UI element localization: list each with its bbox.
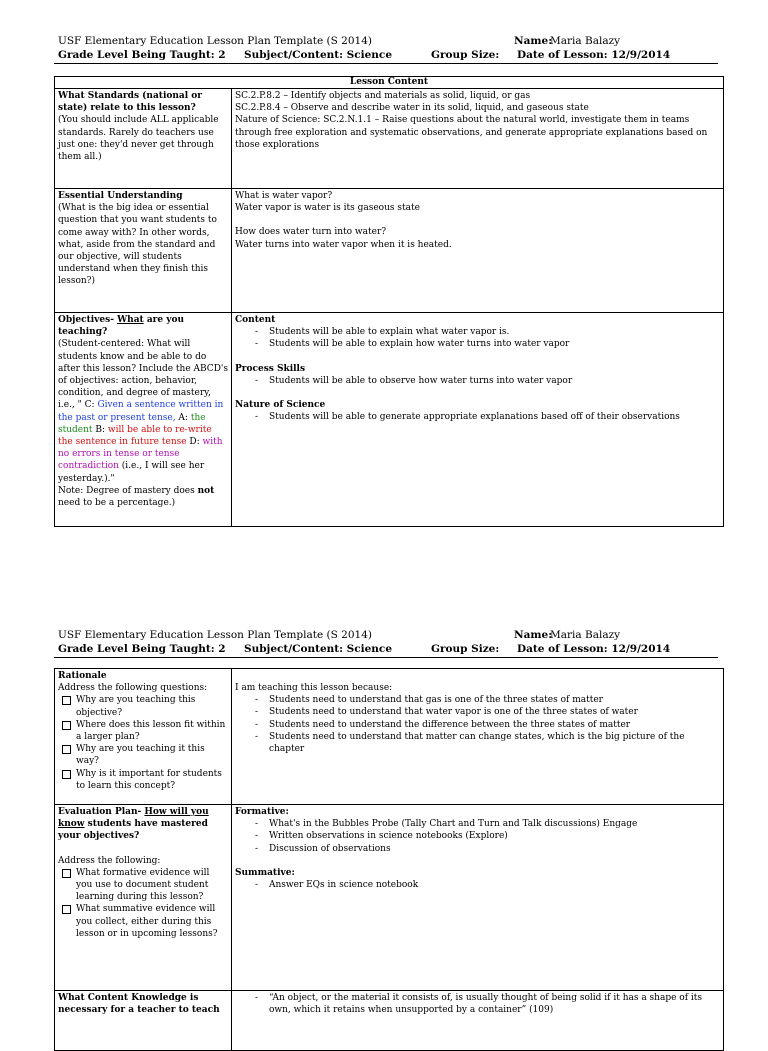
objectives-content: [232, 313, 724, 527]
date-label: Date of Lesson: 12/9/2014: [517, 643, 671, 655]
list-item: - Students need to understand that gas is one of the three states of matter: [255, 694, 720, 706]
list-item: - Students will be able to explain what water vapor is.: [255, 326, 720, 338]
group-size-label: Group Size:: [431, 49, 500, 61]
table-header: Lesson Content: [55, 77, 724, 89]
name-label: Name:: [514, 629, 553, 641]
list-item: - Students will be able to observe how water turns into water vapor: [255, 375, 720, 387]
list-item: - Students need to understand the difference between the three states of matter: [255, 719, 720, 731]
objectives-row: [55, 313, 724, 527]
list-item: - Students will be able to explain how water turns into water vapor: [255, 338, 720, 350]
content-knowledge-content: [232, 991, 724, 1051]
list-item: - “An object, or the material it consists of, is usually thought of being solid if it has a shape of its own, which it retains when unsupported by a container” (109): [255, 992, 720, 1016]
group-size-label: Group Size:: [431, 643, 500, 655]
list-item: - Students need to understand that matter can change states, which is the big picture of the chapter: [255, 731, 720, 755]
essential-prompt: Essential Understanding (What is the big idea or essential question that you want students to come away with? In other words, what, aside from the standard and our objective, will students understand when they finish this lesson?): [55, 189, 232, 313]
subject-label: Subject/Content: Science: [244, 49, 393, 61]
rationale-content: I am teaching this lesson because: - Students need to understand that gas is one of the three states of matter - Students need to understand that water vapor is one of the three states of water - Students need to understand the difference between the three states of matter - Students need to understand that matter can change states, which is the big picture of the chapter: [232, 669, 724, 805]
checkbox-item: Why are you teaching this objective?: [60, 694, 228, 718]
standards-row: [55, 89, 724, 189]
content-knowledge-row: [55, 991, 724, 1051]
page-header: [58, 34, 718, 62]
content-knowledge-prompt: What Content Knowledge is necessary for a teacher to teach: [55, 991, 232, 1051]
lesson-content-table: [54, 76, 724, 527]
essential-content: What is water vapor? Water vapor is water is its gaseous state How does water turn into water? Water turns into water vapor when it is heated.: [232, 189, 724, 313]
checkbox-item: What summative evidence will you collect, either during this lesson or in upcoming lessons?: [60, 903, 228, 940]
list-item: - Students need to understand that water vapor is one of the three states of water: [255, 706, 720, 718]
list-item: - Written observations in science notebooks (Explore): [255, 830, 720, 842]
rationale-evaluation-table: [54, 668, 724, 1051]
template-title: USF Elementary Education Lesson Plan Template (S 2014): [58, 629, 372, 641]
rationale-prompt: Rationale Address the following questions: Why are you teaching this objective? Where does this lesson fit within a larger plan? Why are you teaching it this way? Why is it important for students to learn this concept?: [55, 669, 232, 805]
list-item: - Answer EQs in science notebook: [255, 879, 720, 891]
list-item: - What's in the Bubbles Probe (Tally Chart and Turn and Talk discussions) Engage: [255, 818, 720, 830]
checkbox-icon: [62, 696, 71, 705]
process-skills-label: Process Skills: [235, 363, 306, 374]
checkbox-icon: [62, 770, 71, 779]
evaluation-content: [232, 805, 724, 991]
header-rule: [54, 63, 718, 64]
formative-label: Formative:: [235, 807, 289, 817]
essential-row: [55, 189, 724, 313]
checkbox-icon: [62, 745, 71, 754]
grade-label: Grade Level Being Taught: 2: [58, 49, 226, 61]
name-value: Maria Balazy: [550, 35, 621, 47]
standards-prompt: What Standards (national or state) relate to this lesson? (You should include ALL applicable standards. Rarely do teachers use just one: they'd never get through them all.): [55, 89, 232, 189]
grade-label: Grade Level Being Taught: 2: [58, 643, 226, 655]
objectives-prompt: Objectives- What are you teaching? (Student-centered: What will students know and be able to do after this lesson? Include the ABCD's of objectives: action, behavior, condition, and degree of mastery, i.e., " C: Given a sentence written in the past or present tense, A: the student B: will be able to re-write the sentence in future tense D: with no errors in tense or tense contradiction (i.e., I will see her yesterday.)." Note: Degree of mastery does not need to be a percentage.): [55, 313, 232, 527]
page-header: [58, 628, 718, 656]
evaluation-prompt: Evaluation Plan- How will you know students have mastered your objectives? Address the following: What formative evidence will you use to document student learning during this lesson? What summative evidence will you collect, either during this lesson or in upcoming lessons?: [55, 805, 232, 991]
list-item: - Discussion of observations: [255, 843, 720, 855]
nature-of-science-label: Nature of Science: [235, 400, 326, 411]
date-label: Date of Lesson: 12/9/2014: [517, 49, 671, 61]
checkbox-item: Where does this lesson fit within a larger plan?: [60, 719, 228, 743]
evaluation-row: [55, 805, 724, 991]
checkbox-icon: [62, 721, 71, 730]
checkbox-icon: [62, 869, 71, 878]
checkbox-icon: [62, 905, 71, 914]
summative-label: Summative:: [235, 867, 295, 878]
subject-label: Subject/Content: Science: [244, 643, 393, 655]
name-value: Maria Balazy: [550, 629, 621, 641]
name-label: Name:: [514, 35, 553, 47]
list-item: - Students will be able to generate appropriate explanations based off of their observations: [255, 411, 720, 423]
header-rule: [54, 657, 718, 658]
standards-content: [232, 89, 724, 189]
rationale-row: [55, 669, 724, 805]
checkbox-item: Why are you teaching it this way?: [60, 743, 228, 767]
checkbox-item: Why is it important for students to learn this concept?: [60, 768, 228, 792]
template-title: USF Elementary Education Lesson Plan Template (S 2014): [58, 35, 372, 47]
checkbox-item: What formative evidence will you use to document student learning during this lesson?: [60, 867, 228, 904]
standard-line: Nature of Science: SC.2.N.1.1 – Raise questions about the natural world, investigate them in teams through free exploration and systematic observations, and generate appropriate explanations based on those explorations: [235, 115, 708, 150]
standard-line: SC.2.P.8.4 – Observe and describe water in its solid, liquid, and gaseous state: [235, 103, 589, 114]
standard-line: SC.2.P.8.2 – Identify objects and materials as solid, liquid, or gas: [235, 91, 531, 101]
content-label: Content: [235, 315, 276, 325]
